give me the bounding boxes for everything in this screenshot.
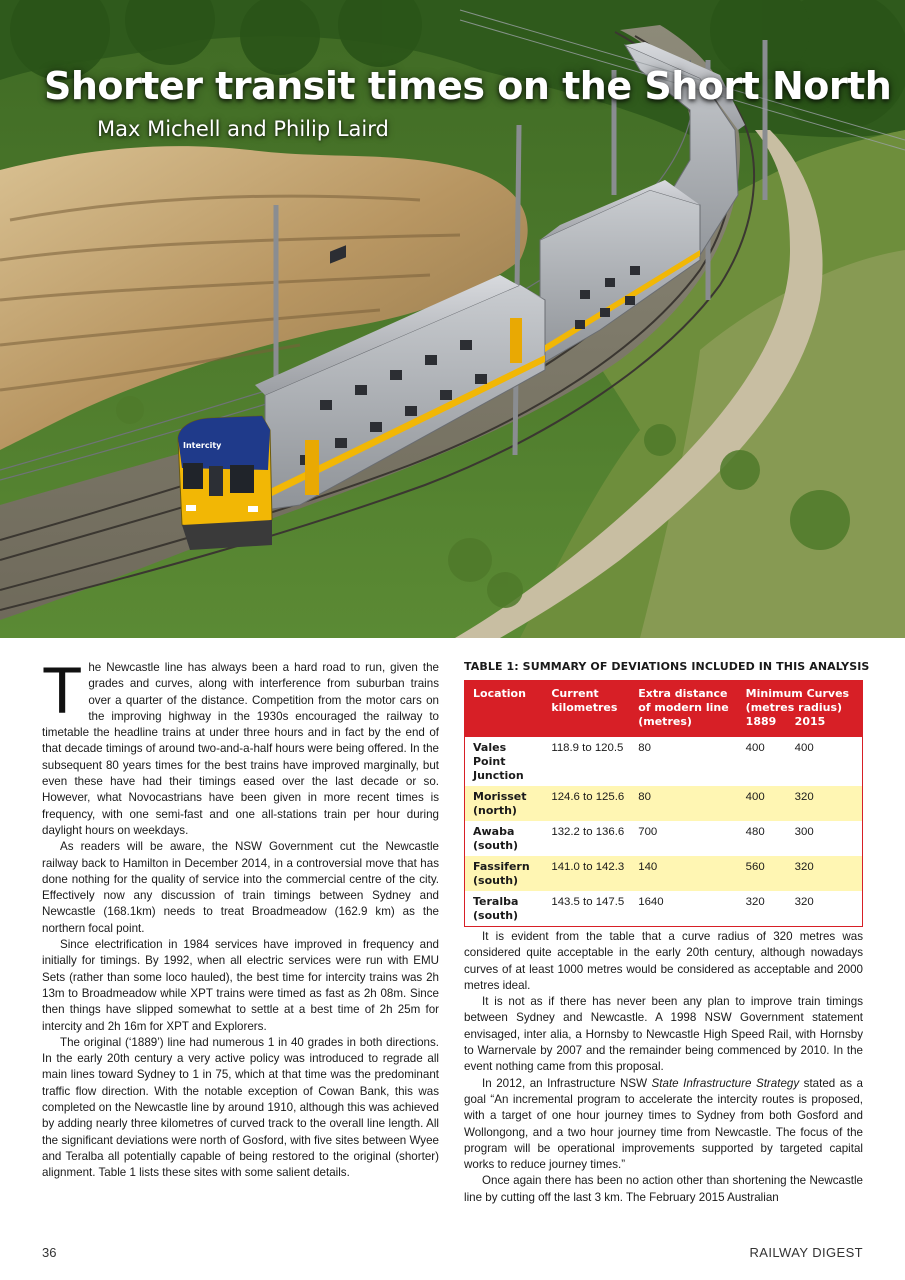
body-column-right <box>464 929 863 1206</box>
paragraph: It is evident from the table that a curve radius of 320 metres was considered quite acceptable in the early 20th century, although nowadays curves of at least 1000 metres would be considered as acceptable and 2000 metres ideal. <box>464 930 863 992</box>
hero-photo <box>0 0 905 638</box>
header-year-1889: 1889 <box>745 715 777 728</box>
table-row: Teralba (south) 143.5 to 147.5 1640 320 320 <box>465 891 863 927</box>
publication-title: State Infrastructure Strategy <box>651 1076 800 1090</box>
page-number: 36 <box>42 1245 57 1260</box>
header-extra-distance: Extra distance of modern line (metres) <box>638 687 729 728</box>
paragraph: Since electrification in 1984 services have improved in frequency and initially for timings. By 1992, when all electric services were run with EMU Sets (rather than some loco hauled), the best time for intercity trains was 2h 13m to Broadmeadow while XPT trains were timed as fast as 2h 08m. Since then things have slipped somewhat to settle at a best time of 2h 25m for intercity and 2h 16m for XPT and Explorers. <box>42 938 439 1033</box>
table-header-row <box>465 681 863 738</box>
header-minimum-curves: Minimum Curves (metres radius) 1889 2015 <box>745 687 850 728</box>
header-location: Location <box>473 687 526 700</box>
article-title: Shorter transit times on the Short North <box>44 64 892 108</box>
paragraph: In 2012, an Infrastructure NSW State Infrastructure Strategy stated as a goal “An incremental program to accelerate the intercity routes is proposed, with a target of one hour journey times to Sydney from both Gosford and Wollongong, and a two hour journey time from Newcastle. The focus of the program will be operational improvements supported by targeted capital works to reduce journey times.” <box>464 1076 863 1172</box>
train-intercity-label: Intercity <box>183 441 222 450</box>
table-row: Fassifern (south) 141.0 to 142.3 140 560 320 <box>465 856 863 891</box>
table-1-block <box>464 660 870 927</box>
deviations-table <box>464 680 863 927</box>
header-year-2015: 2015 <box>794 715 826 728</box>
drop-cap: T <box>42 653 83 727</box>
header-current-km: Current kilometres <box>551 687 618 714</box>
article-byline: Max Michell and Philip Laird <box>97 117 389 141</box>
table-row: Vales Point Junction 118.9 to 120.5 80 400 400 <box>465 737 863 786</box>
body-column-left <box>42 653 439 1182</box>
paragraph: Once again there has been no action other than shortening the Newcastle line by cutting off the last 3 km. The February 2015 Australian <box>464 1174 863 1204</box>
table-row: Morisset (north) 124.6 to 125.6 80 400 320 <box>465 786 863 821</box>
paragraph: The original (‘1889’) line had numerous 1 in 40 grades in both directions. In the early 20th century a very active policy was introduced to regrade all main lines toward Sydney to 1 in 75, which at that time was the predominant traffic flow direction. With the notable exception of Cowan Bank, this was completed on the Newcastle line by around 1910, although this was achieved by adding nearly three kilometres of curved track to the overall line length. All the significant deviations were north of Gosford, with five sites between Wyee and Teralba all potentially capable of being restored to the original (shorter) alignment. Table 1 lists these sites with some salient details. <box>42 1035 439 1180</box>
paragraph: As readers will be aware, the NSW Government cut the Newcastle railway back to Hamilton in December 2014, in a controversial move that has done nothing for the quality of service into the commercial centre of the city. Effectively now any discussion of train timings between Sydney and Newcastle (168.1km) needs to treat Broadmeadow (162.9 km) as the northern focal point. <box>42 840 439 935</box>
paragraph: It is not as if there has never been any plan to improve train timings between Sydney and Newcastle. A 1998 NSW Government statement envisaged, inter alia, a Hornsby to Newcastle High Speed Rail, with Hornsby to Warnervale by 2007 and the remainder being commenced by 2010. In the event nothing came from this proposal. <box>464 995 863 1074</box>
table-row: Awaba (south) 132.2 to 136.6 700 480 300 <box>465 821 863 856</box>
paragraph-intro: The Newcastle line has always been a hard road to run, given the grades and curves, along with interference from suburban trains over a quarter of the distance. Competition from the motor cars on the improving highway in the 1930s encouraged the railway to timetable the headline trains at under three hours and in fact by the end of that decade timings of around two-and-a-half hours were being offered. In the subsequent 80 years times for the best trains have improved marginally, but even these have had their timings eased over the last decade or so. However, what Novocastrians have been given in more recent times is frequency, with one semi-fast and one all-stations train per hour during daylight hours on weekdays. <box>42 653 439 837</box>
table-title: TABLE 1: SUMMARY OF DEVIATIONS INCLUDED IN THIS ANALYSIS <box>464 660 870 673</box>
magazine-name: RAILWAY DIGEST <box>749 1245 863 1260</box>
